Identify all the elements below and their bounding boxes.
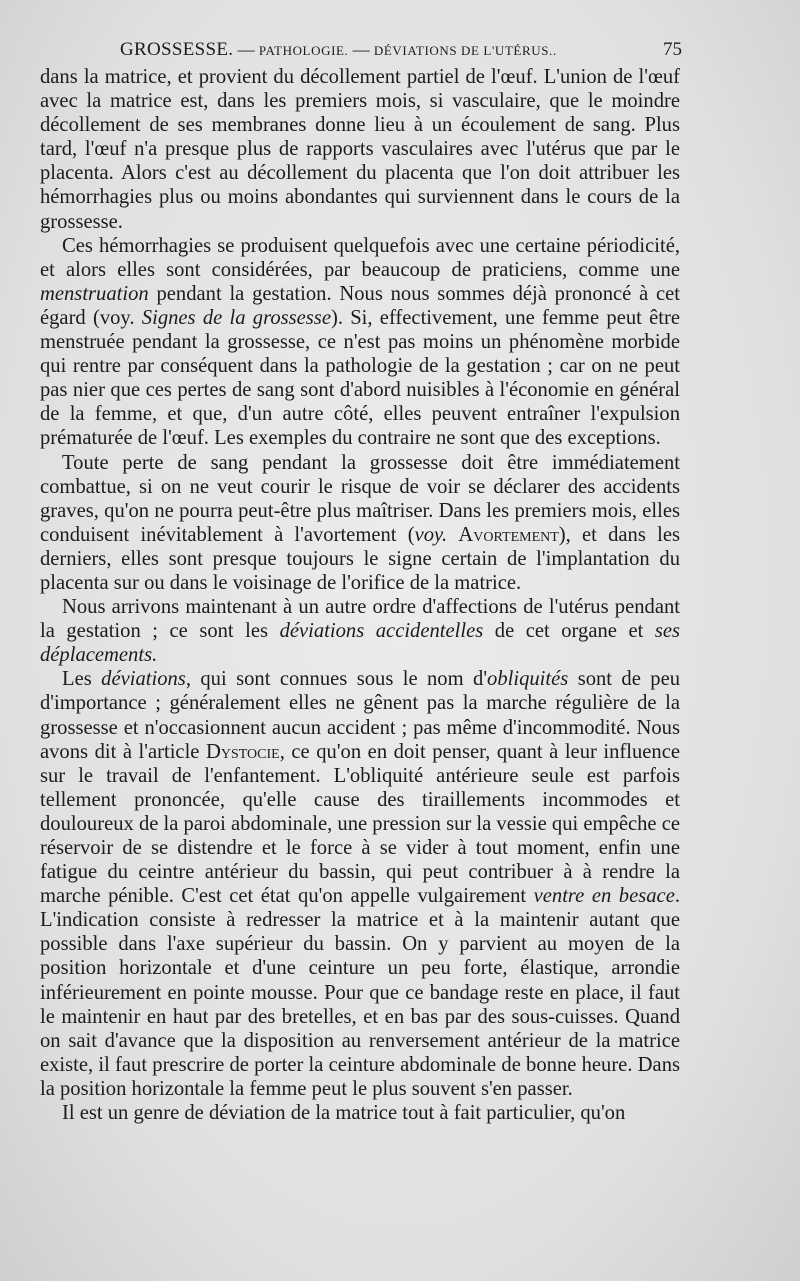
text-run: . L'indication consiste à redresser la matrice et à la maintenir autant que possible dans l'axe supérieur du bassin. On y parvient au moyen de la position horizontale et d'une ceinture un peu forte, élastique, arrondie inférieurement en pointe mousse. Pour que ce bandage reste en place, il faut le maintenir en haut par des bretelles, et en bas par des sous-cuisses. Quand on sait d'avance que la disposition au renversement antérieur de la matrice existe, il faut prescrire de porter la ceinture abdominale de bonne heure. Dans la position horizontale la femme peut le plus souvent s'en passer. [40, 885, 680, 1100]
text-run: de cet organe et [483, 620, 655, 643]
page-number: 75 [663, 39, 682, 60]
text-run [447, 524, 458, 546]
paragraph [40, 595, 680, 667]
text-run: , qui sont connues sous le nom d' [185, 668, 488, 691]
text-run: pendant la gestation. Nous nous sommes déjà prononcé à cet égard (voy. [40, 282, 680, 329]
italic-text: menstruation [40, 282, 149, 305]
paragraph [40, 451, 680, 596]
text-run: dans la matrice, et provient du décollement partiel de l'œuf. L'union de l'œuf avec la matrice est, dans les premiers mois, si vasculaire, que le moindre décollement de ses membranes donne lieu à un écoulement de sang. Plus tard, l'œuf n'a presque plus de rapports vasculaires avec l'utérus que par le placenta. Alors c'est au décollement du placenta que l'on doit attribuer les hémorrhagies plus ou moins abondantes qui surviennent dans le cours de la grossesse. [40, 66, 680, 233]
header-subsection: DÉVIATIONS DE L'UTÉRUS.. [373, 43, 557, 58]
text-run: Nous arrivons maintenant à un autre ordre d'affections de l'utérus pendant la gestation ; ce sont les [40, 596, 680, 643]
text-run: Ces hémorrhagies se produisent quelquefois avec une certaine périodicité, et alors elles sont considérées, par beaucoup de praticiens, comme une [40, 234, 680, 281]
italic-text: déviations [101, 668, 186, 691]
text-run: , ce qu'on en doit penser, quant à leur influence sur le travail de l'enfantement. L'obliquité antérieure seule est parfois tellement prononcée, qu'elle cause des tiraillements incommodes et douloureux de la paroi abdominale, une pression sur la vessie qui empêche ce réservoir de se distendre et le force à se vider à tout moment, enfin une fatigue du ceintre antérieur du bassin, qui peut contribuer à à rendre la marche pénible. C'est cet état qu'on appelle vulgairement [40, 740, 680, 908]
paragraph [40, 667, 680, 1101]
italic-text: obliquités [487, 668, 569, 691]
paragraph [40, 1101, 680, 1125]
small-caps-text: Avortement [458, 523, 559, 546]
text-run: ), et dans les derniers, elles sont presque toujours le signe certain de l'implantation du placenta sur ou dans le voisinage de l'orifice de la matrice. [40, 523, 680, 594]
header-separator: — [233, 40, 259, 59]
paragraph [40, 65, 680, 234]
italic-text: Signes de la grossesse [141, 306, 331, 329]
text-run: Toute perte de sang pendant la grossesse doit être immédiatement combattue, si on ne veut courir le risque de voir se déclarer des accidents graves, qu'on ne pourra peut-être plus maîtriser. Dans les premiers mois, elles conduisent inévitablement à l'avortement ( [40, 451, 680, 546]
italic-text: déviations accidentelles [279, 620, 484, 643]
body-text [40, 65, 680, 1125]
text-run: sont de peu d'importance ; généralement elles ne gênent pas la marche régulière de la grossesse et n'occasionnent aucun accident ; pas même d'incommodité. Nous avons dit à l'article [40, 668, 681, 763]
italic-text: ses déplacements. [40, 620, 681, 667]
text-run: Les [62, 668, 102, 691]
header-title: GROSSESSE. [120, 39, 234, 60]
text-run: ). Si, effectivement, une femme peut être menstruée pendant la grossesse, ce n'est pas moins un phénomène morbide qui rentre par conséquent dans la pathologie de la gestation ; car on ne peut pas nier que ces pertes de sang sont d'abord nuisibles à l'économie en général de la femme, et que, d'un autre côté, elles peuvent entraîner l'expulsion prématurée de l'œuf. Les exemples du contraire ne sont que des exceptions. [40, 306, 681, 450]
italic-text: ventre en besace [533, 885, 675, 908]
paragraph [40, 234, 680, 451]
text-run: Il est un genre de déviation de la matrice tout à fait particulier, qu'on [62, 1102, 626, 1125]
running-header [120, 36, 682, 64]
header-separator: — [348, 40, 374, 59]
small-caps-text: Dystocie [205, 740, 280, 763]
italic-text: voy. [414, 523, 448, 546]
header-section: PATHOLOGIE. [258, 43, 349, 58]
